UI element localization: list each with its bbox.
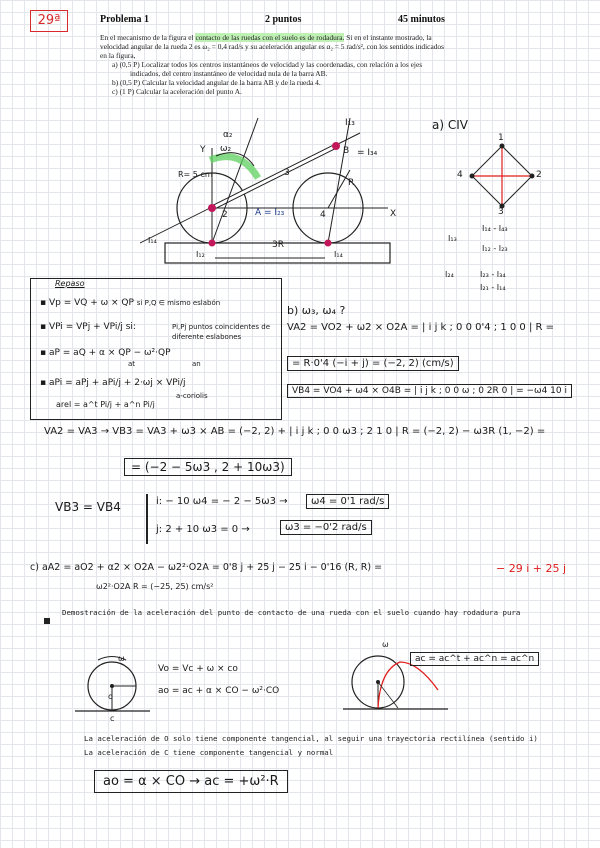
alpha-label: α₂ (223, 130, 233, 140)
link-4-label: 4 (320, 210, 326, 220)
partb-eq-2: = R·0'4 (−i + j) = (−2, 2) (cm/s) (287, 356, 459, 371)
civ-line-3: I₁₂ - I₂₃ (482, 244, 508, 253)
demo-right-eq: ac = ac^t + ac^n = ac^n (410, 652, 539, 666)
repaso-rule-5: arel = a^t Pi/j + a^n Pi/j (56, 400, 155, 409)
problem-statement (100, 33, 570, 96)
repaso-rule-4: ▪ aPi = aPj + aPi/j + 2·ωj × VPi/j (40, 378, 186, 388)
demo-omega-label-right: ω (382, 640, 389, 649)
repaso-rule-2-note: Pi,Pj puntos coincidentes de diferente eslabones (172, 323, 271, 341)
partb-eq-6: VB3 = VB4 (55, 500, 121, 514)
demo-text-2: La aceleración de C tiene componente tangencial y normal (84, 748, 334, 757)
question-c: c) (1 P) Calcular la aceleración del punto A. (112, 87, 242, 96)
civ-line-2: I₁₃ (448, 234, 457, 243)
i13-label: I₁₃ (345, 118, 355, 128)
point-b (332, 142, 340, 150)
i12-label: I₁₂ (196, 250, 205, 259)
demo-c-label: c (110, 714, 115, 723)
statement-line-3: en la figura, (100, 51, 136, 60)
i14-left-label: I₁₄ (148, 236, 157, 245)
demo-accel-eq: ao = ac + α × CO − ω²·CO (158, 686, 280, 696)
partb-title: b) ω₃, ω₄ ? (287, 304, 346, 317)
y-axis-label: Y (200, 145, 206, 155)
distance-label: 3R (272, 240, 284, 250)
partb-eq-7: i: − 10 ω4 = − 2 − 5ω3 → (156, 496, 288, 507)
civ-line-4: I₂₄ (445, 270, 454, 279)
partb-omega3-result: ω3 = −0'2 rad/s (280, 520, 372, 535)
civ-line-6: I₂₁ - I₁₄ (480, 283, 506, 292)
radius-r-label: R (348, 178, 355, 188)
partb-eq-8: j: 2 + 10 ω3 = 0 → (156, 524, 250, 535)
civ-node-2: 2 (536, 170, 542, 180)
demo-final-eq: ao = α × CO → ac = +ω²·R (94, 770, 288, 793)
a-label: A = I₂₃ (255, 208, 285, 218)
b-label: B (343, 146, 350, 156)
point-a (208, 204, 216, 212)
statement-line-1: En el mecanismo de la figura el (100, 33, 196, 42)
omega-label: ω₂ (220, 144, 232, 154)
partb-eq-3: VB4 = VO4 + ω4 × O4B = | i j k ; 0 0 ω ; 0 2R 0 | = −ω4 10 i (287, 384, 572, 398)
partb-bracket (146, 494, 148, 544)
demo-wheel-left (70, 650, 155, 720)
repaso-rule-3-eq: aP = aQ + α × QP − ω²·QP (48, 348, 171, 358)
repaso-rule-1-note: si P,Q ∈ mismo eslabón (136, 299, 221, 307)
demo-text-1: La aceleración de O solo tiene componente tangencial, al seguir una trayectoria rectilínea (sentido i) (84, 734, 538, 743)
question-b: b) (0,5 P) Calcular la velocidad angular de la barra AB y de la rueda 4. (112, 78, 321, 87)
repaso-at: at (128, 360, 136, 368)
page-number-stamp: 29ª (30, 10, 68, 32)
x-axis-label: X (390, 209, 397, 219)
radius-5-label: R= 5 cm (178, 170, 213, 179)
repaso-rule-1-eq: Vp = VQ + ω × QP (48, 298, 134, 308)
statement-line-2: velocidad angular de la rueda 2 es ω₂ = 0,4 rad/s y su aceleración angular es α₂ = 5 rad/s², con los sentidos indicados (100, 42, 444, 51)
partb-eq-4: VA2 = VA3 → VB3 = VA3 + ω3 × AB = (−2, 2) + | i j k ; 0 0 ω3 ; 2 1 0 | R = (−2, 2) − ω3R (1, −2) = (44, 426, 546, 437)
question-a-cont: indicados, del centro instantáneo de velocidad nula de la barra AB. (130, 69, 328, 78)
omega-arrow-highlight (210, 157, 258, 178)
demo-bullet (44, 611, 50, 629)
civ-node-4: 4 (457, 170, 463, 180)
repaso-title: Repaso (55, 279, 85, 288)
radius-r (328, 170, 350, 208)
mechanism-figure (140, 108, 430, 273)
point-i14 (325, 240, 332, 247)
repaso-rule-1: ▪ Vp = VQ + ω × QP si P,Q ∈ mismo eslabón (40, 298, 221, 308)
repaso-rule-3: ▪ aP = aQ + α × QP − ω²·QP (40, 348, 171, 358)
civ-title: a) CIV (432, 118, 468, 132)
civ-node-3: 3 (498, 207, 504, 217)
points-label: 2 puntos (265, 14, 302, 25)
repaso-rule-2: ▪ VPi = VPj + VPi/j si: (40, 322, 136, 332)
civ-line-1: I₁₄ - I₄₃ (482, 224, 508, 233)
demo-velocity-eq: Vo = Vc + ω × co (158, 664, 238, 674)
partb-omega4-result: ω4 = 0'1 rad/s (306, 494, 389, 509)
civ-line-5: I₂₃ - I₃₄ (480, 270, 506, 279)
partc-result: − 29 i + 25 j (496, 562, 567, 575)
repaso-coriolis: a-coriolis (176, 392, 208, 400)
link-2-label: 2 (222, 210, 228, 220)
statement-line-1-rest: Si en el instante mostrado, la (344, 33, 432, 42)
partb-eq-5: = (−2 − 5ω3 , 2 + 10ω3) (124, 458, 292, 476)
problem-title: Problema 1 (100, 14, 149, 25)
link-3-label: 3 (284, 168, 290, 178)
time-label: 45 minutos (398, 14, 445, 25)
point-i12 (209, 240, 216, 247)
demo-o-label: o (108, 692, 113, 701)
statement-highlight: contacto de las ruedas con el suelo es de rodadura. (195, 33, 345, 42)
partc-eq: c) aA2 = aO2 + α2 × O2A − ω2²·O2A = 0'8 j + 25 j − 25 i − 0'16 (R, R) = (30, 562, 383, 573)
repaso-rule-4-eq: aPi = aPj + aPi/j + 2·ωj × VPi/j (48, 378, 186, 388)
demo-omega-label: ω (118, 654, 125, 663)
repaso-rule-2-eq: VPi = VPj + VPi/j si: (48, 322, 136, 332)
i34-label: = I₃₄ (357, 148, 378, 158)
partb-eq-1: VA2 = VO2 + ω2 × O2A = | i j k ; 0 0 0'4 ; 1 0 0 | R = (287, 322, 554, 333)
civ-node-1: 1 (498, 133, 504, 143)
demo-title: Demostración de la aceleración del punto de contacto de una rueda con el suelo cuando hay rodadura pura (62, 608, 521, 617)
i14-label: I₁₄ (334, 250, 343, 259)
repaso-an: an (192, 360, 201, 368)
question-a: a) (0,5 P) Localizar todos los centros instantáneos de velocidad y las coordenadas, con relación a los ejes (112, 60, 423, 69)
partc-sub: ω2²·O2A R = (−25, 25) cm/s² (96, 582, 214, 591)
